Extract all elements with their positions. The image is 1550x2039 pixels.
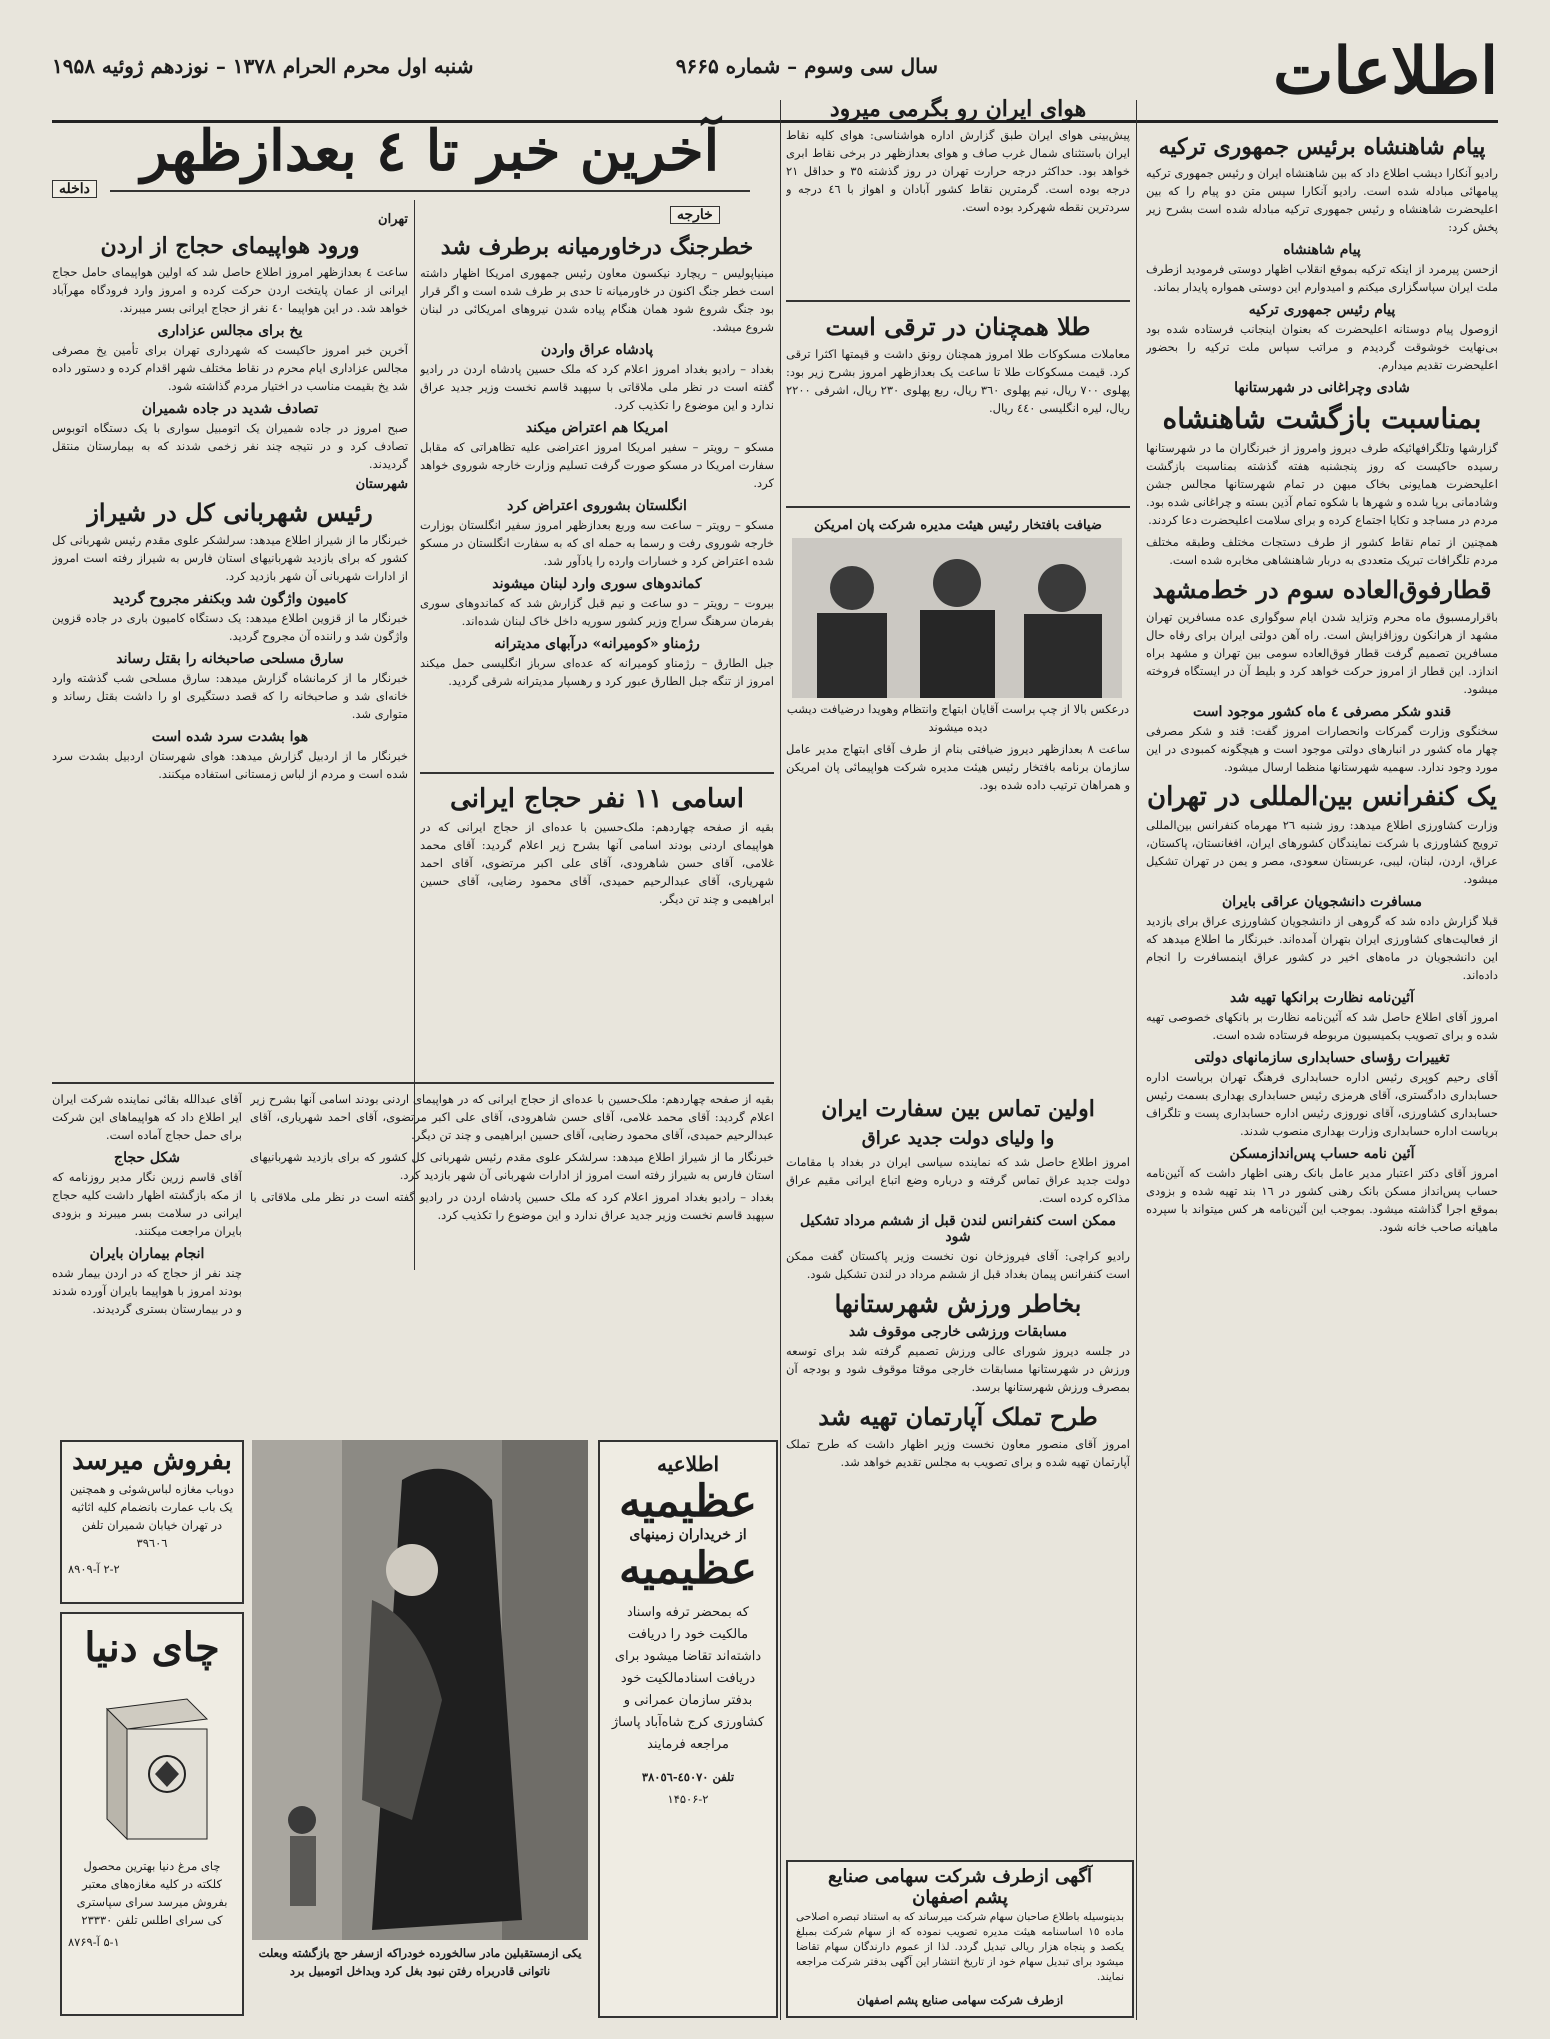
section-rule: [52, 1082, 774, 1084]
article-text: خبرنگار ما از قزوین اطلاع میدهد: یک دستگاه کامیون باری در جاده قزوین واژگون شد و راننده آن مجروح گردید.: [52, 611, 408, 643]
classifieds-column: [52, 1090, 242, 1430]
article-text: مینیاپولیس – ریچارد نیکسون معاون رئیس جمهوری امریکا اظهار داشته است خطر جنگ اکنون در خاورمیانه تا حدی بر طرف شده است و اگر قرار بود جنگ شروع شود همان هنگام پیاده شدن نیروهای امریکائی در لبنان شروع میشد.: [420, 266, 774, 334]
center-column: [420, 228, 774, 768]
gold-article: [786, 306, 1130, 508]
article-text: همچنین از تمام نقاط کشور از طرف دستجات مختلف وطبقه مختلف مردم تلگرافات تبریک متعددی به دربار شاهنشاهی مخابره شده است.: [1146, 535, 1498, 567]
photo-headline-box: [786, 512, 1130, 536]
article-subheading: آئین نامه حساب پس‌انداز‌مسکن: [1229, 1146, 1415, 1162]
pilgrim-photo: [252, 1440, 588, 1940]
article-text: ازوصول پیام دوستانه اعلیحضرت که بعنوان اینجانب فرستاده شده بود بی‌نهایت خوشوقت گردیدم و مراتب سپاس ملت ترکیه را بحضور اعلیحضرت تقدیم میدارم.: [1146, 322, 1498, 372]
article-text: پیش‌بینی هوای ایران طبق گزارش اداره هواشناسی: هوای کلیه نقاط ایران باستثنای شمال غرب صاف و هوای بعدازظهر در برخی نقاط ابری خواهد بود. حداکثر درجه حرارت تهران در روز گذشته ٣٥ و حداقل ٢١ درجه بوده است. گرمترین نقاط کشور آبادان و اهواز با ٤٦ درجه و سردترین نقطه شهرکرد بوده است.: [786, 128, 1130, 214]
article-subheading: رژمناو «کومیرانه» درآبهای مدیترانه: [494, 636, 700, 652]
article-text: باقرارمسبوق ماه محرم وتزاید شدن ایام سوگواری عده مسافرین تهران مشهد از هرانکون روزافزایش است. راه آهن دولتی ایران برای رفاه حال مسافرین تصمیم گرفت قطار فوق‌العاده سومی بین تهران و مشهد براه اندازد. این قطار از امروز حرکت خواهد کرد و بلیط آن در ایستگاه فروخته میشود.: [1146, 610, 1498, 696]
classified-subheading: شکل حجاج: [114, 1150, 180, 1166]
classified-text: آقای قاسم زرین نگار مدیر روزنامه که از مکه بازگشته اظهار داشت کلیه حجاج ایرانی در سلامت بسر میبرند و بزودی بایران مراجعت میکنند.: [52, 1170, 242, 1238]
article-subheading: سارق مسلحی صاحبخانه را بقتل رساند: [116, 651, 344, 667]
section-rule: [420, 772, 774, 774]
masthead: [52, 34, 1498, 123]
article-headline: پیام شاهنشاه برئیس جمهوری ترکیه: [1158, 134, 1486, 160]
column-rule: [780, 100, 781, 2020]
tea-box-icon: [87, 1679, 217, 1849]
classified-text: آقای عبدالله بقائی نماینده شرکت ایران ایر اطلاع داد که هواپیماهای این شرکت برای حمل حجاج آماده است.: [52, 1092, 242, 1142]
article-subheading: مسابقات ورزشی خارجی موقوف شد: [848, 1324, 1068, 1340]
hajj-names-article: [420, 778, 774, 1078]
article-text: سخنگوی وزارت گمرکات وانحصارات امروز گفت: قند و شکر مصرفی چهار ماه کشور در انبارهای دولتی موجود است و هیچگونه کمبودی در این مورد وجود ندارد. سهمیه شهرستانها منظما ارسال میشود.: [1146, 724, 1498, 774]
article-text: گزارشها وتلگرافهائیکه طرف دیروز وامروز از خبرنگاران ما در شهرستانها رسیده حاکیست که روز پنجشنبه هفته گذشته بمناسبت بازگشت اعلیحضرت همایونی بخاک میهن در تمام شهرستانها مجالس جشن وشادمانی برپا شده و شهرها با شکوه تمام آذین بسته و چراغانی شده بود. مردم در مساجد و تکایا اجتماع کرده و برای سلامت اعلیحضرت دعا کردند.: [1146, 441, 1498, 527]
article-text: ساعت ٤ بعدازظهر امروز اطلاع حاصل شد که اولین هواپیمای حامل حجاج ایرانی از عمان پایتخت اردن حرکت کرده و امروز وارد فرودگاه مهرآباد خواهد شد. در این هواپیما ٤٠ نفر از حجاج ایرانی بسر میبرند.: [52, 265, 408, 315]
photo-caption: درعکس بالا از چپ براست آقایان ابتهاج وانتظام وهویدا درضیافت دیشب دیده میشوند: [786, 702, 1130, 734]
article-headline: طرح تملک آپارتمان تهیه شد: [818, 1402, 1098, 1431]
article-text: آخرین خبر امروز حاکیست که شهرداری تهران برای تأمین یخ مصرفی مجالس عزاداری ایام محرم در نقاط مختلف شهر اقدام کرده و دستور داده شد یخ بقیمت مناسب در اختیار مردم گذاشته شود.: [52, 343, 408, 393]
article-headline: قطارفوق‌العاده سوم در خط‌مشهد: [1152, 575, 1492, 604]
article-headline: هوای ایران رو بگرمی میرود: [829, 96, 1087, 122]
article-text: ازحسن پیرمرد از اینکه ترکیه بموقع انقلاب اظهار دوستی فرمودید ازطرف ملت ایران سپاسگزاری میکنم و امیدوارم این دوستی همواره پایدار بماند.: [1146, 262, 1498, 294]
ad-for-sale: [60, 1440, 244, 1604]
article-text: امروز آقای دکتر اعتبار مدیر عامل بانک رهنی اظهار داشت که آئین‌نامه حساب پس‌انداز مسکن بانک رهنی کشور در ١٦ بند تهیه شده و بزودی بموقع اجرا گذاشته میشود. بموجب این آئین‌نامه هر کس میتواند با سپرده ماهیانه صاحب خانه شود.: [1146, 1166, 1498, 1234]
ad-title-2: عظیمیه: [619, 1543, 757, 1594]
section-label-tehran: تهران: [378, 212, 408, 227]
event-photo: [792, 538, 1122, 698]
ad-kicker: اطلاعیه: [656, 1452, 720, 1476]
article-subheading: پادشاه عراق واردن: [540, 342, 654, 358]
photo-caption-box: [252, 1944, 588, 2014]
ad-title: چای دنیا: [84, 1624, 220, 1671]
ad-code: ۱۴۵۰۶-۲: [667, 1792, 709, 1806]
article-text: قبلا گزارش داده شد که گروهی از دانشجویان کشاورزی عراق برای بازدید از فعالیت‌های کشاورزی ایران بتهران آمده‌اند. خبرنگار ما اطلاع میدهد که این دانشجویان در ماه‌های اخیر در کشور عراق اینمسافرت را انجام داده‌اند.: [1146, 914, 1498, 982]
ad-tea: [60, 1612, 244, 2016]
article-text: رادیو آنکارا دیشب اطلاع داد که بین شاهنشاه ایران و رئیس جمهوری ترکیه پیامهائی مبادله شده است. رادیو آنکارا سپس متن دو پیام را که بین اعلیحضرت شاهنشاه و رئیس جمهوری ترکیه مبادله شده است بشرح زیر پخش کرد:: [1146, 166, 1498, 234]
article-text: ساعت ٨ بعدازظهر دیروز ضیافتی بنام از طرف آقای ابتهاج مدیر عامل سازمان برنامه بافتخار رئیس هیئت مدیره شرکت هواپیمائی پان امریکن و همراهان ترتیب داده شده بود.: [786, 742, 1130, 792]
article-text: بغداد – رادیو بغداد امروز اعلام کرد که ملک حسین پادشاه اردن در رادیو گفته است در نظر ملی ملاقاتی با سپهبد قاسم نخست وزیر جدید عراق ندارد و این موضوع را تکذیب کرد.: [250, 1190, 774, 1222]
article-text: آقای رحیم کوپری رئیس اداره حسابداری فرهنگ تهران بریاست اداره حسابداری دادگستری، آقای هرمزی رئیس حسابداری بهداری بسمت رئیس حسابداری کشاورزی، آقای نوروزی رئیس اداره حسابداری پست و تلگراف بریاست اداره حسابداری وزارت بهداری منصوب شدند.: [1146, 1070, 1498, 1138]
right-column: [1146, 128, 1498, 2018]
article-kicker: شادی وچراغانی در شهرستانها: [1234, 380, 1410, 396]
ad-text: چای مرغ دنیا بهترین محصول کلکته در کلیه مغازه‌های معتبر بفروش میرسد سرای سپاستری کی سرای اطلس تلفن ٢٣٣٣٠: [76, 1859, 228, 1927]
article-headline-2: وا ولیای دولت جدید عراق: [861, 1128, 1055, 1149]
article-text: بقیه از صفحه چهاردهم: ملک‌حسین با عده‌ای از حجاج ایرانی که در هواپیمای اردنی بودند اسامی آنها بشرح زیر اعلام گردید: آقای محمد غلامی، آقای حسن شاهرودی، آقای علی اکبر مرتضوی، آقای احمد شهریاری، آقای عبدالرحیم حمیدی، آقای محمود رضایی، آقای حسین ابراهیمی و چند تن دیگر.: [250, 1092, 774, 1142]
article-subheading: تصادف شدید در جاده شمیران: [141, 401, 319, 417]
photo-caption: یکی ازمستقبلین مادر سالخورده خودراکه ازسفر حج بازگشته وبعلت ناتوانی قادربراه رفتن نبود بغل کرد وبداخل اتومبیل برد: [258, 1946, 582, 1978]
lower-center-column: [786, 1090, 1130, 1850]
article-text: معاملات مسکوکات طلا امروز همچنان رونق داشت و قیمتها اکثرا ترقی کرد. قیمت مسکوکات طلا تا ساعت یک بعدازظهر امروز بشرح زیر بود: پهلوی ٧٠٠ ریال، نیم پهلوی ٣٦٠ ریال، ربع پهلوی ٢٣٠ ریال، اشرفی ٢٢٠٠ ریال، لیره انگلیسی ٤٤٠ ریال.: [786, 347, 1130, 415]
article-text: امروز آقای اطلاع حاصل شد که آئین‌نامه نظارت بر بانکهای خصوصی تهیه شده و برای تصویب بکمیسیون مربوطه فرستاده شده است.: [1146, 1010, 1498, 1042]
article-subheading: مسافرت دانشجویان عراقی بایران: [1222, 894, 1422, 910]
column-rule: [1136, 100, 1137, 2020]
classified-subheading: انجام بیماران بایران: [89, 1246, 205, 1262]
article-subheading: ممکن است کنفرانس لندن قبل از ششم مرداد تشکیل شود: [799, 1213, 1117, 1245]
article-text: رادیو کراچی: آقای فیروزخان نون نخست وزیر پاکستان گفت ممکن است کنفرانس پیمان بغداد قبل از ششم مرداد در لندن تشکیل شود.: [786, 1249, 1130, 1281]
article-subheading: پیام رئیس جمهوری ترکیه: [1248, 302, 1396, 318]
article-text: خبرنگار ما از کرمانشاه گزارش میدهد: سارق مسلحی شب گذشته وارد خانه‌ای شد و صاحبخانه را که قصد دستگیری او را داشت بقتل رساند و متواری شد.: [52, 671, 408, 721]
left-column: [52, 212, 408, 1078]
article-text: وزارت کشاورزی اطلاع میدهد: روز شنبه ٢٦ مهرماه کنفرانس بین‌المللی ترویج کشاورزی با شرکت نمایندگان کشورهای ایران، افغانستان، پاکستان، عراق، اردن، لبنان، لیبی، عربستان سعودی، مصر و یمن در تهران تشکیل میشود.: [1146, 818, 1498, 886]
section-label-kharejeh: خارجه: [670, 206, 720, 224]
ad-azimiyeh: [598, 1440, 778, 2018]
article-text: خبرنگار ما از شیراز اطلاع میدهد: سرلشکر علوی مقدم رئیس شهربانی کل کشور که برای بازدید شهربانیهای استان فارس به شیراز رفته است امروز از ادارات شهربانی آن شهر بازدید کرد.: [250, 1150, 774, 1182]
ad-company: [786, 1860, 1134, 2018]
article-text: بغداد – رادیو بغداد امروز اعلام کرد که ملک حسین پادشاه اردن در رادیو گفته است در نظر ملی ملاقاتی با سپهبد قاسم نخست وزیر جدید عراق ندارد و این موضوع را تکذیب کرد.: [420, 362, 774, 412]
photo-article: [786, 700, 1130, 900]
article-headline: یک کنفرانس بین‌المللی در تهران: [1147, 782, 1497, 812]
issue-date: شنبه اول محرم الحرام ۱۳۷۸ – نوزدهم ژوئیه ۱۹۵۸: [52, 54, 474, 78]
article-text: خبرنگار ما از اردبیل گزارش میدهد: هوای شهرستان اردبیل بشدت سرد شده است و مردم از لباس زمستانی استفاده میکنند.: [52, 749, 408, 781]
ad-subtitle: از خریداران زمینهای: [629, 1527, 747, 1543]
article-text: امروز اطلاع حاصل شد که نماینده سیاسی ایران در بغداد با مقامات دولت جدید عراق تماس گرفته و درباره وضع اتباع ایرانی مقیم عراق مذاکره کرده است.: [786, 1155, 1130, 1205]
ad-text: که بمحضر ترفه واسناد مالکیت خود را دریافت داشته‌اند تقاضا میشود برای دریافت اسنادمالکیت خود بدفتر سازمان عمرانی و کشاورزی کرج شاه‌آباد پاساژ مراجعه فرمایند: [611, 1605, 765, 1752]
main-headline: آخرین خبر تا ٤ بعدازظهر: [140, 118, 720, 184]
article-text: مسکو – رویتر – ساعت سه وربع بعدازظهر امروز سفیر انگلستان بوزارت خارجه شوروی رفت و رسما به حمله ای که به سفارت انگلستان در مسکو شده اعتراض کرد و خسارات وارده را یادآور شد.: [420, 518, 774, 568]
article-text: خبرنگار ما از شیراز اطلاع میدهد: سرلشکر علوی مقدم رئیس شهربانی کل کشور که برای بازدید شهربانیهای استان فارس به شیراز رفته است امروز از ادارات شهربانی آن شهر بازدید کرد.: [52, 533, 408, 583]
article-text: امروز آقای منصور معاون نخست وزیر اظهار داشت که طرح تملک آپارتمان تهیه شده و برای تصویب به مجلس تقدیم خواهد شد.: [786, 1437, 1130, 1469]
article-headline: اسامی ١١ نفر حجاج ایرانی: [450, 784, 744, 814]
article-text: جبل الطارق – رژمناو کومیرانه که عده‌ای سرباز انگلیسی حمل میکند امروز از تنگه جبل الطارق عبور کرد و رهسپار مدیترانه شرقی گردید.: [420, 656, 774, 688]
article-subheading: امریکا هم اعتراض میکند: [525, 420, 669, 436]
article-headline: ورود هواپیمای حجاج از اردن: [100, 233, 360, 259]
ad-phone: تلفن ٤٥٠٧٠-٣٨٠٥٦: [641, 1770, 735, 1784]
article-subheading: تغییرات رؤسای حسابداری سازمانهای دولتی: [1194, 1050, 1450, 1066]
article-text: بیروت – رویتر – دو ساعت و نیم قبل گزارش شد که کماندوهای سوری بفرمان سرهنگ سراج وزیر کشور سوریه داخل خاک لبنان شده‌اند.: [420, 596, 774, 628]
ad-title: آگهی ازطرف شرکت سهامی صنایع: [827, 1866, 1093, 1887]
ad-footer: ازطرف شرکت سهامی صنایع پشم اصفهان: [856, 1993, 1064, 2007]
ad-text: بدینوسیله باطلاع صاحبان سهام شرکت میرساند که به استناد تبصره اصلاحی ماده ١٥ اساسنامه هیئت مدیره تصویب نموده که از سهام شرکت بمبلغ یکصد و پنجاه هزار ریالی تبدیل گردد. لذا از عموم دارندگان سهام تقاضا میشود برای تبدیل سهام خود از تاریخ انتشار این آگهی بدفتر شرکت مراجعه نمایند.: [796, 1911, 1124, 1983]
ad-code: ۲-۲ آ-۸۹۰۹: [68, 1562, 120, 1576]
article-text: صبح امروز در جاده شمیران یک اتومبیل سواری با یک دستگاه اتوبوس تصادف کرد و در نتیجه چند نفر زخمی شدند که به بیمارستان منتقل گردیدند.: [52, 421, 408, 471]
article-subheading: پیام شاهنشاه: [1283, 242, 1361, 258]
ad-title-2: پشم اصفهان: [912, 1887, 1008, 1908]
article-headline: رئیس شهربانی کل در شیراز: [87, 498, 373, 527]
issue-number: سال سی وسوم – شماره ۹۶۶۵: [675, 54, 938, 78]
article-headline: طلا همچنان در ترقی است: [825, 312, 1091, 341]
article-text: مسکو – رویتر – سفیر امریکا امروز اعتراضی علیه تظاهراتی که مقابل سفارت امریکا در مسکو صورت گرفت تسلیم وزارت خارجه شوروی خواهد کرد.: [420, 440, 774, 490]
ad-text: دوباب مغازه لباس‌شوئی و همچنین یک باب عمارت بانضمام کلیه اثاثیه در تهران خیابان شمیران تلفن ٣٩٦٠٦: [70, 1482, 234, 1550]
lower-middle-text: [250, 1090, 774, 1430]
ad-title: بفروش میرسد: [72, 1446, 232, 1476]
article-headline: بمناسبت بازگشت شاهنشاه: [1162, 402, 1482, 435]
weather-article: [786, 90, 1130, 302]
article-text: بقیه از صفحه چهاردهم: ملک‌حسین با عده‌ای از حجاج ایرانی که در هواپیمای اردنی بودند اسامی آنها بشرح زیر اعلام گردید: آقای محمد غلامی، آقای حسن شاهرودی، آقای علی اکبر مرتضوی، آقای احمد شهریاری، آقای عبدالرحیم حمیدی، آقای محمود رضایی، آقای حسین ابراهیمی و چند تن دیگر.: [420, 820, 774, 906]
section-label-dakheleh: داخله: [52, 180, 97, 198]
article-headline: خطرجنگ درخاورمیانه برطرف شد: [440, 234, 754, 260]
article-subheading: هوا بشدت سرد شده است: [151, 729, 309, 745]
article-subheading: آئین‌نامه نظارت برانکها تهیه شد: [1230, 990, 1414, 1006]
article-headline: اولین تماس بین سفارت ایران: [821, 1096, 1095, 1122]
headline-rule: [110, 190, 750, 192]
main-headline-box: [110, 112, 750, 192]
ad-code: ۵-۱ آ-۸۷۶۹: [68, 1935, 120, 1949]
article-headline: بخاطر ورزش شهرستانها: [834, 1289, 1082, 1318]
newspaper-title: اطلاعات: [1273, 34, 1498, 109]
article-subheading: قندو شکر مصرفی ٤ ماه کشور موجود است: [1192, 704, 1452, 720]
photo-headline: ضیافت بافتخار رئیس هیئت مدیره شرکت پان امریکن: [814, 518, 1102, 533]
article-subheading: کماندوهای سوری وارد لبنان میشوند: [492, 576, 702, 592]
ad-title: عظیمیه: [619, 1476, 757, 1527]
article-subheading: انگلستان بشوروی اعتراض کرد: [507, 498, 687, 514]
article-subheading: کامیون واژگون شد وبکنفر مجروح گردید: [112, 591, 348, 607]
classified-text: چند نفر از حجاج که در اردن بیمار شده بودند امروز با هواپیما بایران آورده شدند و در بیمارستان بستری گردیدند.: [52, 1266, 242, 1316]
article-text: در جلسه دیروز شورای عالی ورزش تصمیم گرفته شد برای توسعه ورزش در شهرستانها مسابقات خارجی موقتا موقوف شود و بودجه آن بمصرف ورزش شهرستانها برسد.: [786, 1344, 1130, 1394]
article-subheading: یخ برای مجالس عزاداری: [157, 323, 303, 339]
section-label-shahrestan: شهرستان: [355, 477, 408, 492]
